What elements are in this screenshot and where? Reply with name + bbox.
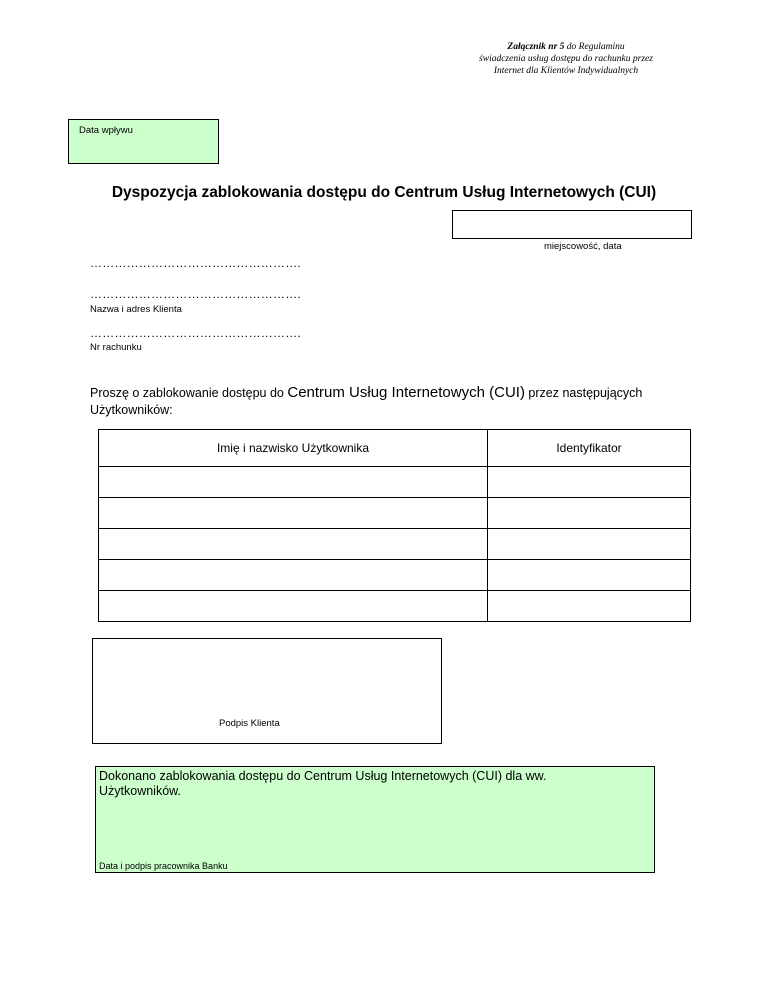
identifier-cell[interactable]	[488, 467, 691, 498]
name-cell[interactable]	[99, 560, 488, 591]
name-cell[interactable]	[99, 498, 488, 529]
table-row	[99, 529, 691, 560]
header-line-1: Załącznik nr 5 do Regulaminu	[507, 42, 625, 52]
users-table	[98, 429, 691, 622]
identifier-cell[interactable]	[488, 498, 691, 529]
receipt-date-label: Data wpływu	[79, 125, 133, 136]
name-cell[interactable]	[99, 529, 488, 560]
request-text: Proszę o zablokowanie dostępu do Centrum Usług Internetowych (CUI) przez następujących Użytkowników:	[90, 384, 643, 417]
identifier-cell[interactable]	[488, 529, 691, 560]
bank-confirmation-box	[95, 766, 655, 873]
client-name-line-1[interactable]: …………………………………………….	[90, 256, 301, 270]
name-cell[interactable]	[99, 467, 488, 498]
place-date-field[interactable]	[452, 210, 692, 239]
place-date-label: miejscowość, data	[544, 241, 622, 252]
table-row	[99, 498, 691, 529]
table-header-row	[99, 430, 691, 467]
table-row	[99, 467, 691, 498]
client-signature-box[interactable]	[92, 638, 442, 744]
account-number-label: Nr rachunku	[90, 342, 142, 353]
name-cell[interactable]	[99, 591, 488, 622]
client-name-line-2[interactable]: …………………………………………….	[90, 287, 301, 301]
bank-employee-signature-label: Data i podpis pracownika Banku	[99, 861, 228, 871]
header-line-3: Internet dla Klientów Indywidualnych	[493, 66, 639, 76]
attachment-header	[466, 41, 666, 77]
identifier-cell[interactable]	[488, 560, 691, 591]
bank-confirmation-text: Dokonano zablokowania dostępu do Centrum Usług Internetowych (CUI) dla ww. Użytkowników.	[99, 769, 547, 798]
table-row	[99, 560, 691, 591]
client-signature-label: Podpis Klienta	[219, 718, 280, 729]
table-row	[99, 591, 691, 622]
column-header-identifier: Identyfikator	[488, 430, 691, 467]
account-number-line[interactable]: …………………………………………….	[90, 326, 301, 340]
document-title: Dyspozycja zablokowania dostępu do Centrum Usług Internetowych (CUI)	[111, 184, 657, 201]
client-name-label: Nazwa i adres Klienta	[90, 304, 182, 315]
column-header-name: Imię i nazwisko Użytkownika	[99, 430, 488, 467]
header-line-2: świadczenia usług dostępu do rachunku przez	[479, 54, 653, 64]
receipt-date-box	[68, 119, 219, 164]
identifier-cell[interactable]	[488, 591, 691, 622]
